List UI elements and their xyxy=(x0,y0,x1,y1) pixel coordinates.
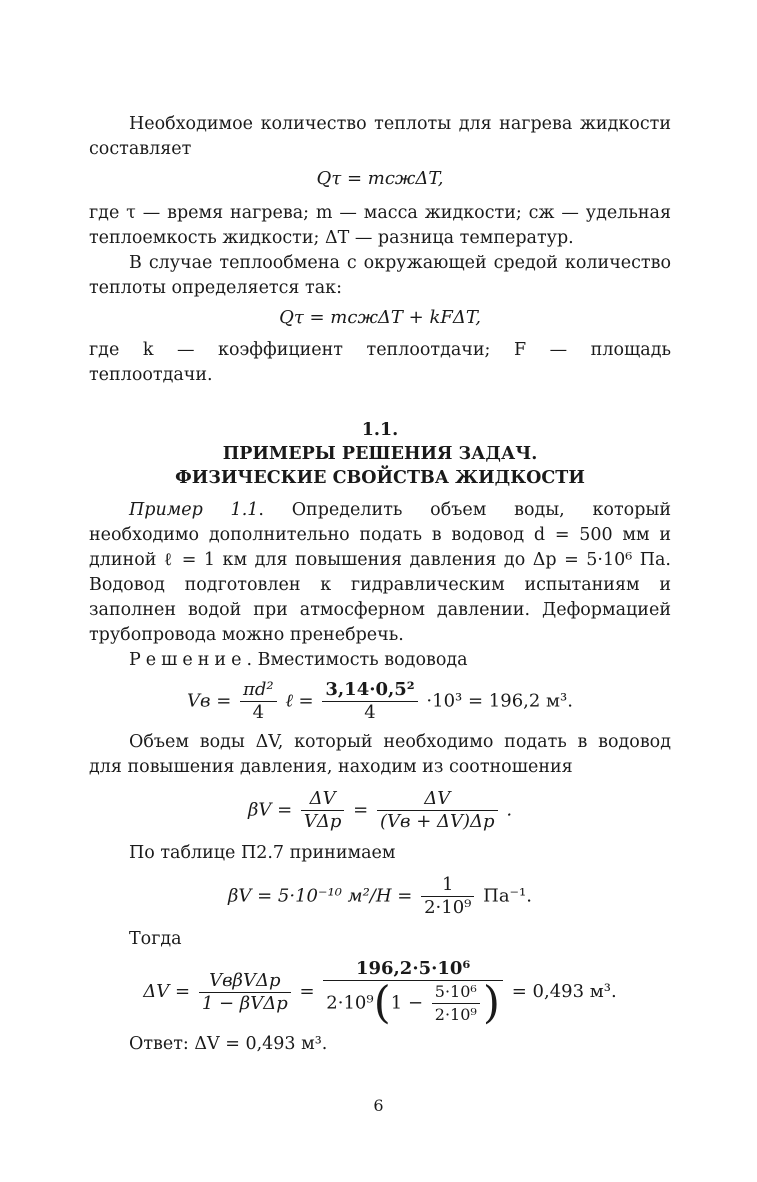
den-prefix: 2·10⁹ xyxy=(326,992,374,1014)
fraction-beta-2 xyxy=(377,788,498,833)
fraction-result-2 xyxy=(323,958,503,1029)
paragraph-dv: Объем воды ΔV, который необходимо подать в водовод для повышения давления, находим из соотношения xyxy=(89,732,671,777)
fraction-beta-value-den: 2·10⁹ xyxy=(424,897,472,918)
answer: Ответ: ΔV = 0,493 м³. xyxy=(129,1034,328,1054)
section-title-line1: ПРИМЕРЫ РЕШЕНИЯ ЗАДАЧ. xyxy=(222,444,538,464)
example-paragraph xyxy=(89,498,671,648)
formula-volume xyxy=(89,679,671,724)
paragraph-then: Тогда xyxy=(129,929,182,949)
fraction-beta-1-num: ΔV xyxy=(301,788,345,811)
formula-volume-lhs: Vв = xyxy=(187,690,232,712)
paragraph-heat-needed: Необходимое количество теплоты для нагрева жидкости составляет xyxy=(89,114,671,159)
fraction-result-2-num: 196,2·5·10⁶ xyxy=(323,958,503,981)
fraction-area xyxy=(240,679,277,724)
formula-beta-value-lhs: βV = 5·10⁻¹⁰ м²/Н = xyxy=(227,885,413,907)
fraction-beta-1-den: VΔp xyxy=(303,811,342,832)
fraction-area-den: 4 xyxy=(252,702,265,723)
fraction-inner-num: 5·10⁶ xyxy=(432,981,480,1004)
fraction-numeric-den: 4 xyxy=(364,702,376,723)
formula-result-rhs: = 0,493 м³. xyxy=(511,981,617,1002)
right-paren: ) xyxy=(482,977,500,1029)
section-number: 1.1. xyxy=(361,420,399,440)
formula-volume-rhs: ·10³ = 196,2 м³. xyxy=(426,690,573,712)
fraction-result-1-den: 1 − βVΔp xyxy=(201,992,288,1014)
fraction-beta-2-den: (Vв + ΔV)Δp xyxy=(380,811,495,832)
fraction-beta-value-num: 1 xyxy=(421,874,474,897)
formula-beta-value xyxy=(89,874,671,919)
section-heading xyxy=(89,418,671,490)
formula-heat: Qτ = mcжΔT, xyxy=(316,168,444,189)
page-number: 6 xyxy=(373,1096,384,1115)
formula-beta-lhs: βV = xyxy=(247,799,293,821)
fraction-inner xyxy=(432,981,480,1026)
solution-text: . Вместимость водовода xyxy=(246,650,468,670)
fraction-result-2-den xyxy=(323,977,503,1029)
solution-word: Решение xyxy=(129,650,247,670)
formula-beta-end: . xyxy=(506,799,513,821)
fraction-result-1 xyxy=(199,970,291,1015)
fraction-numeric xyxy=(322,679,417,724)
formula-result xyxy=(89,958,671,1029)
section-title-line2: ФИЗИЧЕСКИЕ СВОЙСТВА ЖИДКОСТИ xyxy=(175,468,585,488)
fraction-numeric-num: 3,14·0,5² xyxy=(322,679,417,702)
formula-result-lhs: ΔV = xyxy=(143,981,191,1002)
formula-heat-exchange: Qτ = mcжΔT + kFΔT, xyxy=(279,307,481,328)
fraction-beta-value xyxy=(421,874,474,919)
paragraph-table: По таблице П2.7 принимаем xyxy=(129,843,396,863)
paragraph-heat-exchange: В случае теплообмена с окружающей средой количество теплоты определяется так: xyxy=(89,253,671,298)
example-label: Пример 1.1 xyxy=(129,500,259,520)
fraction-result-1-num: VвβVΔp xyxy=(199,970,291,993)
formula-beta-eq: = xyxy=(353,799,369,821)
formula-result-eq: = xyxy=(299,981,315,1002)
paragraph-definitions: где τ — время нагрева; m — масса жидкости; cж — удельная теплоемкость жидкости; ΔT — разница температур. xyxy=(89,203,671,248)
formula-beta xyxy=(89,788,671,833)
fraction-area-num: πd² xyxy=(240,679,277,702)
paragraph-coefficients: где k — коэффициент теплоотдачи; F — площадь теплоотдачи. xyxy=(89,340,671,385)
fraction-beta-1 xyxy=(301,788,345,833)
fraction-beta-2-num: ΔV xyxy=(377,788,498,811)
solution-paragraph xyxy=(89,648,671,673)
example-text: . Определить объем воды, который необходимо дополнительно подать в водовод d = 500 мм и длиной ℓ = 1 км для повышения давления до Δp = 5·10⁶ Па. Водовод подготовлен к гидравлическим испытаниям и заполнен водой при атмосферном давлении. Деформацией трубопровода можно пренебречь. xyxy=(89,500,671,645)
den-one-minus: 1 − xyxy=(390,992,424,1014)
formula-beta-value-rhs: Па⁻¹. xyxy=(483,885,532,907)
left-paren: ( xyxy=(373,977,391,1029)
page-content xyxy=(89,112,671,1057)
formula-volume-mid: ℓ = xyxy=(285,690,314,712)
fraction-inner-den: 2·10⁹ xyxy=(434,1005,477,1024)
